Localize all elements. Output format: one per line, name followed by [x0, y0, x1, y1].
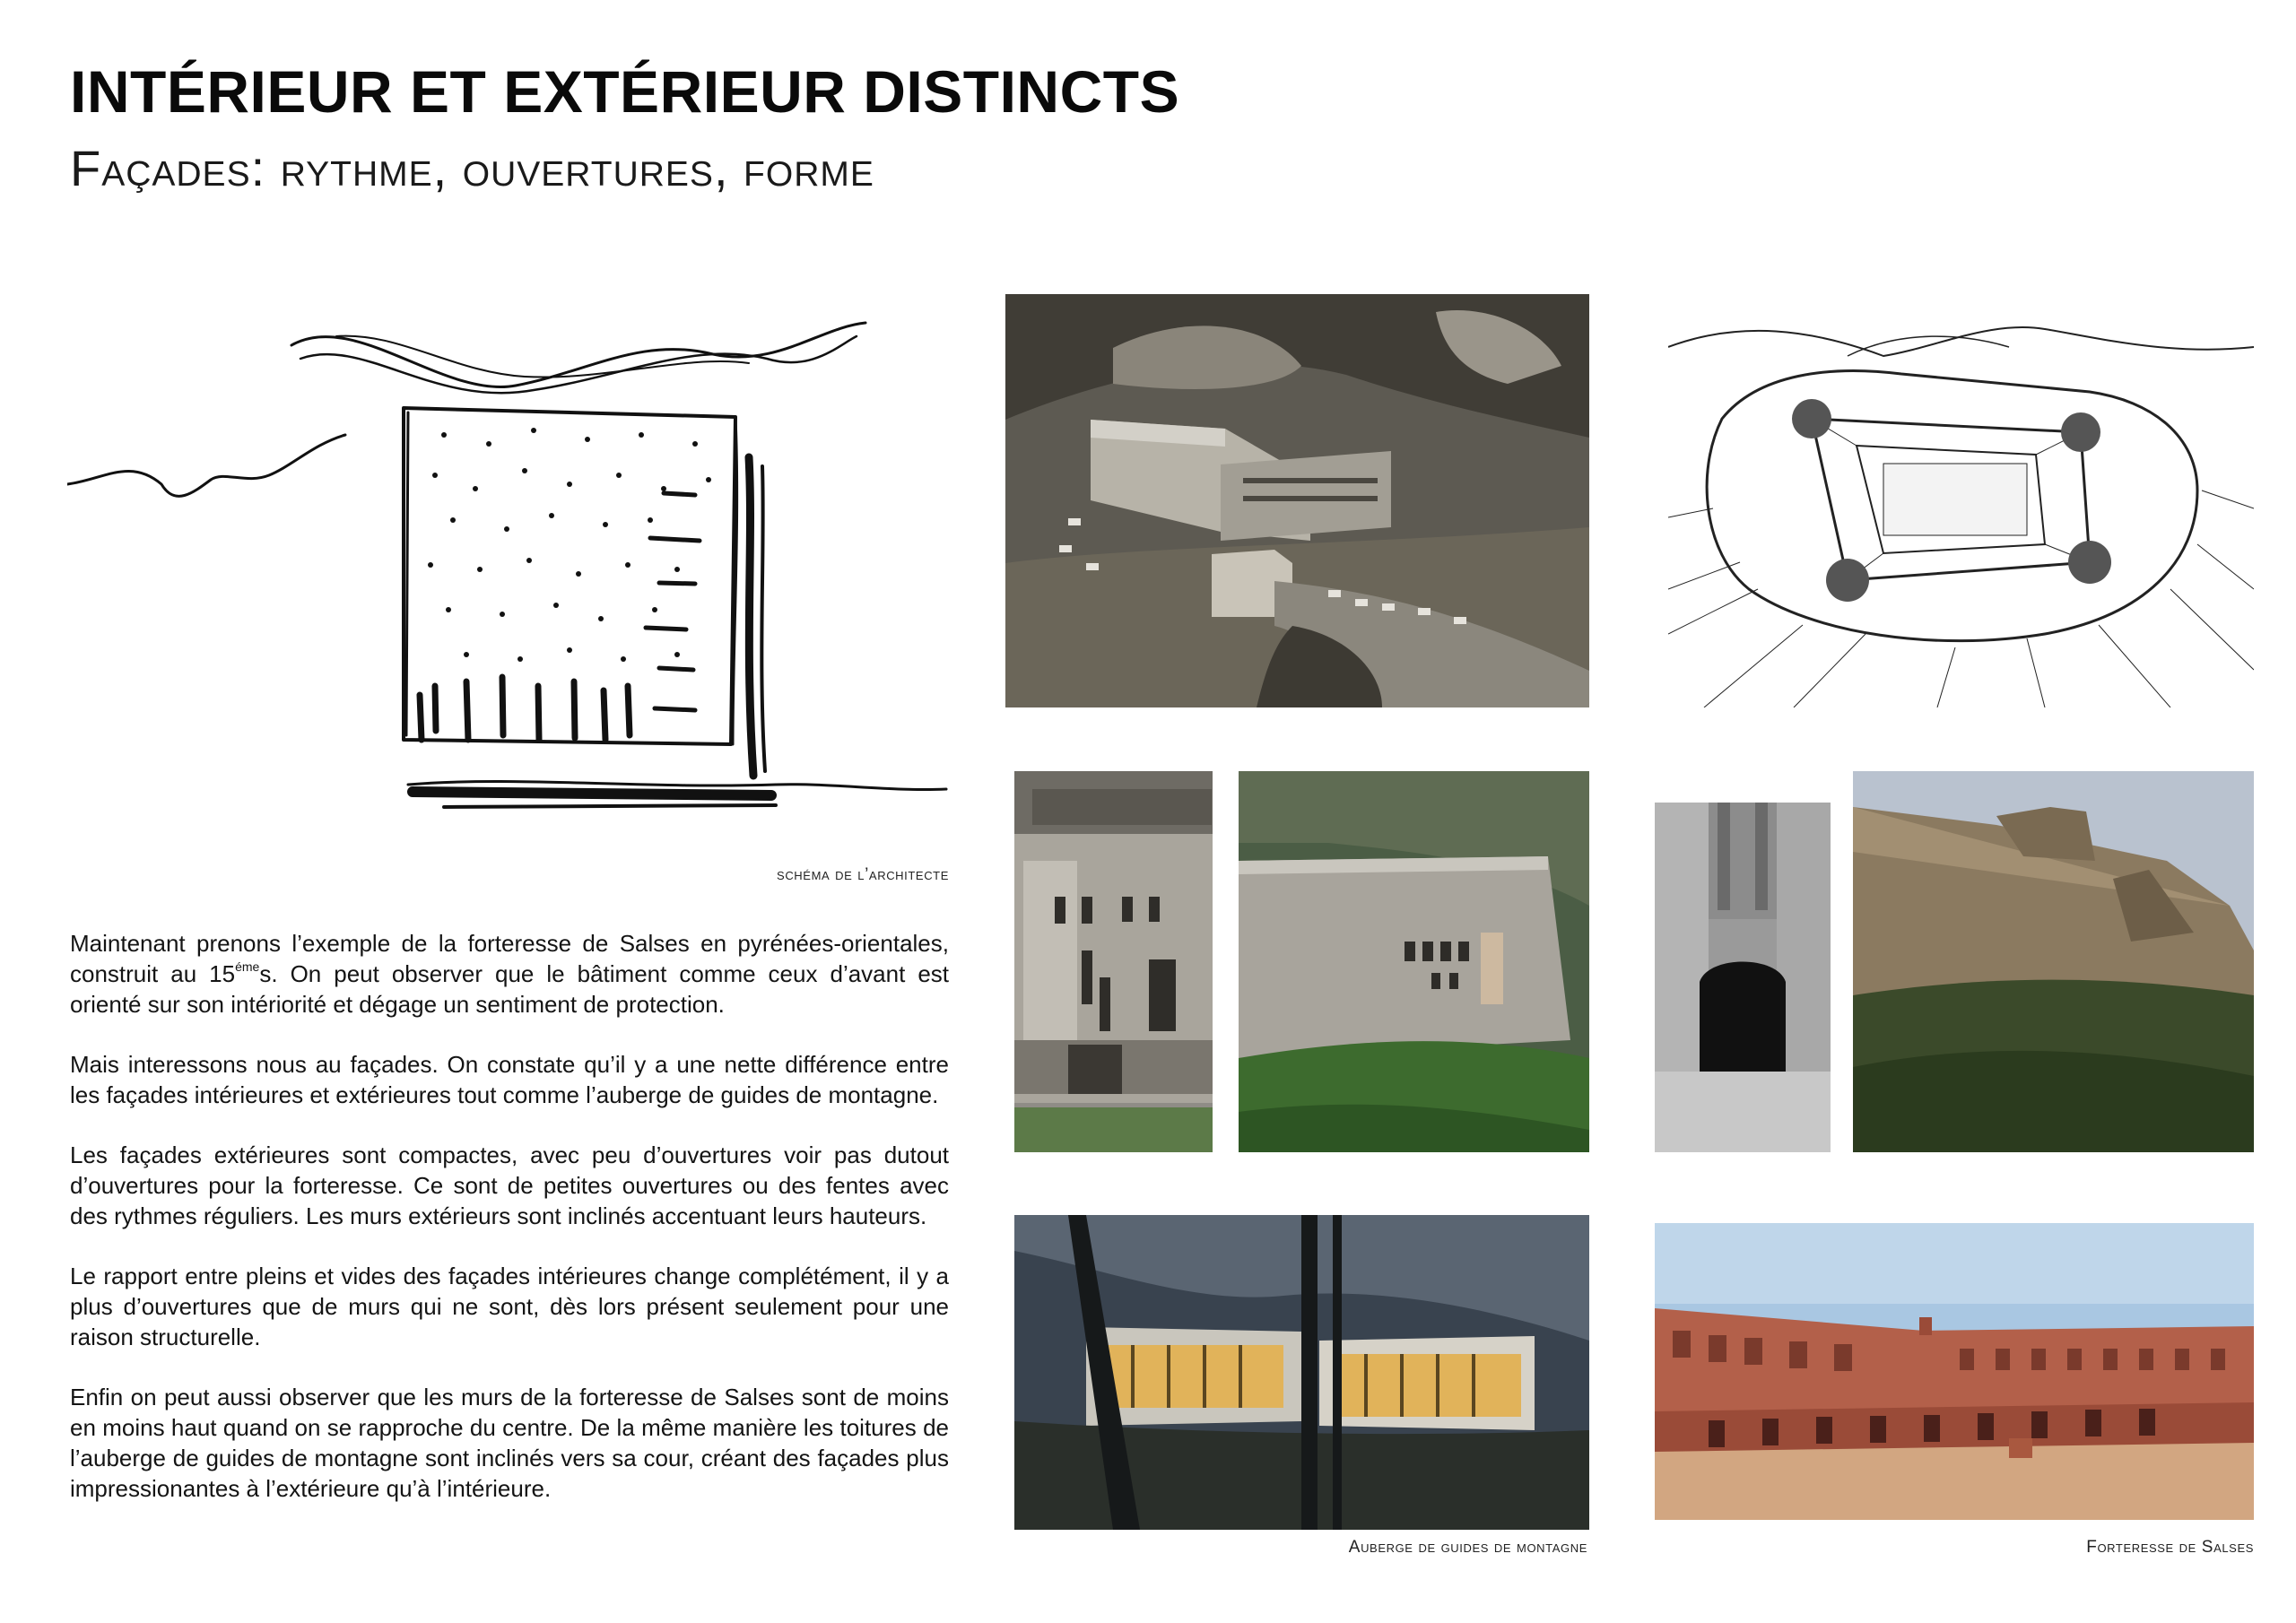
- fortress-gate-photo: [1655, 803, 1831, 1152]
- auberge-facade-narrow: [1014, 771, 1213, 1152]
- paragraph-3: Les façades extérieures sont compactes, avec peu d’ouvertures voir pas dutout d’ouvertures pour la forteresse. Ce sont de petites ouvertures ou des fentes avec des rythmes réguliers. Les murs extérieurs sont inclinés accentuant leurs hauteurs.: [70, 1141, 949, 1229]
- body-text: [70, 928, 949, 1533]
- fortress-courtyard-photo: [1655, 1223, 2254, 1520]
- caption-salses: Forteresse de Salses: [2086, 1538, 2254, 1557]
- paragraph-2: Mais interessons nous au façades. On constate qu’il y a une nette différence entre les façades intérieures et extérieures tout comme l’auberge de guides de montagne.: [70, 1051, 949, 1108]
- auberge-courtyard-photo: [1014, 1215, 1589, 1530]
- paragraph-5: Enfin on peut aussi observer que les murs de la forteresse de Salses sont de moins en moins haut quand on se rapproche du centre. De la même manière les toitures de l’auberge de guides de montagne sont inclinés vers sa cour, créant des façades plus impressionantes à l’extérieure qu’à l’intérieure.: [70, 1384, 949, 1502]
- auberge-facade-wide: [1239, 771, 1589, 1152]
- fortress-engraving: [1668, 293, 2254, 707]
- caption-sketch: schéma de l’architecte: [777, 865, 949, 884]
- fortress-wall-photo: [1853, 771, 2254, 1152]
- architect-sketch: [67, 300, 951, 838]
- auberge-aerial-photo: [1005, 294, 1589, 707]
- page-title: INTÉRIEUR ET EXTÉRIEUR DISTINCTS: [70, 58, 1180, 125]
- caption-auberge: Auberge de guides de montagne: [1348, 1538, 1587, 1557]
- paragraph-4: Le rapport entre pleins et vides des façades intérieures change complétément, il y a plus d’ouvertures que de murs qui ne sont, dès lors présent seulement pour une raison structurelle.: [70, 1263, 949, 1350]
- paragraph-1: Maintenant prenons l’exemple de la forteresse de Salses en pyrénées-orientales, construit au $15^{éme}s$. On peut observer que le bâtiment comme ceux d’avant est orienté sur son intériorité et dégage un sentiment de protection.: [70, 930, 949, 1018]
- page-subtitle: Façades: rythme, ouvertures, forme: [70, 140, 874, 196]
